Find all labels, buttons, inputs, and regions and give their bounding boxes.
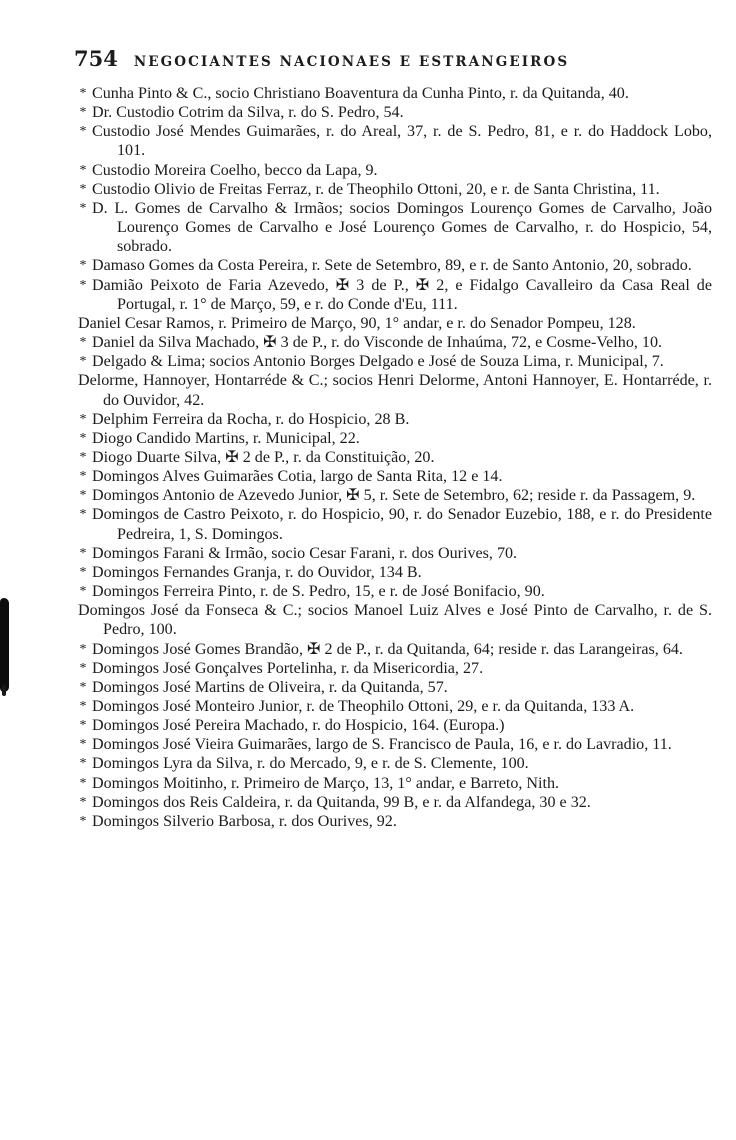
entry-text: Domingos Silverio Barbosa, r. dos Ourives, 92.	[92, 812, 397, 830]
directory-entry	[60, 659, 712, 678]
entry-text: Dr. Custodio Cotrim da Silva, r. do S. Pedro, 54.	[92, 104, 404, 122]
entry-text: Domingos José Pereira Machado, r. do Hospicio, 164. (Europa.)	[92, 717, 505, 735]
entry-asterisk-mark: *	[79, 258, 87, 274]
directory-entry	[60, 256, 712, 275]
entry-asterisk-mark: *	[79, 756, 87, 772]
entry-asterisk-mark: *	[79, 507, 87, 523]
entry-asterisk-mark: *	[79, 488, 87, 504]
entry-asterisk-mark: *	[79, 718, 87, 734]
directory-entry	[60, 754, 712, 773]
directory-entry	[60, 486, 712, 505]
entry-asterisk-mark: *	[79, 813, 87, 829]
entry-text: Daniel da Silva Machado, ✠ 3 de P., r. do Visconde de Inhaúma, 72, e Cosme-Velho, 10.	[92, 334, 663, 352]
directory-entry	[60, 563, 712, 582]
directory-entry	[60, 467, 712, 486]
entry-asterisk-mark: *	[79, 564, 87, 580]
entry-text: Domingos de Castro Peixoto, r. do Hospicio, 90, r. do Senador Euzebio, 188, e r. do Presidente Pedreira, 1, S. Domingos.	[92, 506, 712, 543]
ink-blot-mark-small	[2, 685, 6, 696]
entry-asterisk-mark: *	[79, 124, 87, 140]
entry-text: Daniel Cesar Ramos, r. Primeiro de Março, 90, 1° andar, e r. do Senador Pompeu, 128.	[78, 314, 636, 332]
entry-text: Domingos Fernandes Granja, r. do Ouvidor, 134 B.	[92, 563, 422, 581]
directory-entry	[60, 352, 712, 371]
entry-text: Domingos José Gonçalves Portelinha, r. da Misericordia, 27.	[92, 659, 484, 677]
entry-asterisk-mark: *	[79, 354, 87, 370]
directory-entry	[60, 640, 712, 659]
directory-entry	[60, 716, 712, 735]
entry-text: Domingos Alves Guimarães Cotia, largo de Santa Rita, 12 e 14.	[92, 468, 503, 486]
entry-text: Custodio José Mendes Guimarães, r. do Areal, 37, r. de S. Pedro, 81, e r. do Haddock Lobo, 101.	[92, 123, 712, 160]
directory-entry	[60, 735, 712, 754]
entry-asterisk-mark: *	[79, 660, 87, 676]
entry-asterisk-mark: *	[79, 449, 87, 465]
directory-entry	[60, 180, 712, 199]
page-number: 754	[74, 46, 118, 71]
entry-asterisk-mark: *	[79, 200, 87, 216]
entry-text: Diogo Candido Martins, r. Municipal, 22.	[92, 429, 360, 447]
directory-entry	[60, 505, 712, 543]
entry-asterisk-mark: *	[79, 105, 87, 121]
directory-entry	[60, 812, 712, 831]
entry-text: Delgado & Lima; socios Antonio Borges Delgado e José de Souza Lima, r. Municipal, 7.	[92, 353, 664, 371]
directory-entry	[60, 793, 712, 812]
entry-text: Domingos José Martins de Oliveira, r. da Quitanda, 57.	[92, 678, 448, 696]
entry-list	[60, 84, 712, 831]
directory-entry	[60, 122, 712, 160]
entry-asterisk-mark: *	[79, 641, 87, 657]
entry-text: Domingos Moitinho, r. Primeiro de Março, 13, 1° andar, e Barreto, Nith.	[92, 774, 560, 792]
directory-entry	[60, 678, 712, 697]
directory-entry	[60, 697, 712, 716]
entry-text: D. L. Gomes de Carvalho & Irmãos; socios Domingos Lourenço Gomes de Carvalho, João Lourenço Gomes de Carvalho e José Lourenço Gomes de Carvalho, r. do Hospicio, 54, sobrado.	[92, 199, 712, 256]
directory-entry	[60, 544, 712, 563]
entry-text: Damião Peixoto de Faria Azevedo, ✠ 3 de P., ✠ 2, e Fidalgo Cavalleiro da Casa Real de Portugal, r. 1° de Março, 59, e r. do Conde d'Eu, 111.	[92, 276, 712, 313]
page-header	[74, 46, 714, 76]
entry-text: Domingos Lyra da Silva, r. do Mercado, 9, e r. de S. Clemente, 100.	[92, 755, 529, 773]
entry-text: Domingos Antonio de Azevedo Junior, ✠ 5, r. Sete de Setembro, 62; reside r. da Passagem, 9.	[92, 487, 696, 505]
entry-asterisk-mark: *	[79, 277, 87, 293]
directory-entry	[60, 410, 712, 429]
entry-text: Delorme, Hannoyer, Hontarréde & C.; socios Henri Delorme, Antoni Hannoyer, E. Hontarréde, r. do Ouvidor, 42.	[78, 372, 712, 409]
running-title: NEGOCIANTES NACIONAES E ESTRANGEIROS	[133, 54, 570, 70]
directory-entry	[60, 161, 712, 180]
directory-entry	[60, 371, 712, 409]
ink-blot-mark	[0, 598, 9, 692]
directory-entry	[60, 314, 712, 333]
directory-entry	[60, 429, 712, 448]
directory-entry	[60, 84, 712, 103]
entry-text: Custodio Moreira Coelho, becco da Lapa, 9.	[92, 161, 378, 179]
entry-asterisk-mark: *	[79, 737, 87, 753]
entry-asterisk-mark: *	[79, 335, 87, 351]
entry-text: Domingos José da Fonseca & C.; socios Manoel Luiz Alves e José Pinto de Carvalho, r. de S. Pedro, 100.	[78, 602, 712, 639]
entry-text: Domingos dos Reis Caldeira, r. da Quitanda, 99 B, e r. da Alfandega, 30 e 32.	[92, 793, 591, 811]
entry-asterisk-mark: *	[79, 86, 87, 101]
entry-text: Diogo Duarte Silva, ✠ 2 de P., r. da Constituição, 20.	[92, 448, 435, 466]
entry-asterisk-mark: *	[79, 679, 87, 695]
directory-entry	[60, 199, 712, 256]
entry-asterisk-mark: *	[79, 430, 87, 446]
entry-asterisk-mark: *	[79, 584, 87, 600]
directory-entry	[60, 333, 712, 352]
entry-asterisk-mark: *	[79, 162, 87, 178]
entry-asterisk-mark: *	[79, 411, 87, 427]
directory-entry	[60, 448, 712, 467]
entry-asterisk-mark: *	[79, 775, 87, 791]
entry-text: Cunha Pinto & C., socio Christiano Boaventura da Cunha Pinto, r. da Quitanda, 40.	[92, 85, 629, 102]
entry-text: Custodio Olivio de Freitas Ferraz, r. de Theophilo Ottoni, 20, e r. de Santa Christina, 11.	[92, 180, 660, 198]
entry-text: Domingos José Monteiro Junior, r. de Theophilo Ottoni, 29, e r. da Quitanda, 133 A.	[92, 698, 635, 715]
entry-text: Domingos José Vieira Guimarães, largo de S. Francisco de Paula, 16, e r. do Lavradio, 11.	[92, 736, 672, 754]
entry-text: Domingos Ferreira Pinto, r. de S. Pedro, 15, e r. de José Bonifacio, 90.	[92, 583, 545, 601]
entry-asterisk-mark: *	[79, 794, 87, 810]
entry-text: Domingos José Gomes Brandão, ✠ 2 de P., r. da Quitanda, 64; reside r. das Larangeiras, 64.	[92, 640, 683, 658]
entry-text: Delphim Ferreira da Rocha, r. do Hospicio, 28 B.	[92, 410, 410, 428]
entry-text: Domingos Farani & Irmão, socio Cesar Farani, r. dos Ourives, 70.	[92, 544, 518, 562]
directory-entry	[60, 601, 712, 639]
directory-entry	[60, 774, 712, 793]
directory-entry	[60, 276, 712, 314]
entry-asterisk-mark: *	[79, 545, 87, 561]
entry-asterisk-mark: *	[79, 699, 87, 714]
directory-entry	[60, 103, 712, 122]
entry-asterisk-mark: *	[79, 469, 87, 485]
entry-asterisk-mark: *	[79, 181, 87, 197]
directory-entry	[60, 582, 712, 601]
entry-text: Damaso Gomes da Costa Pereira, r. Sete de Setembro, 89, e r. de Santo Antonio, 20, sobrado.	[92, 257, 692, 275]
